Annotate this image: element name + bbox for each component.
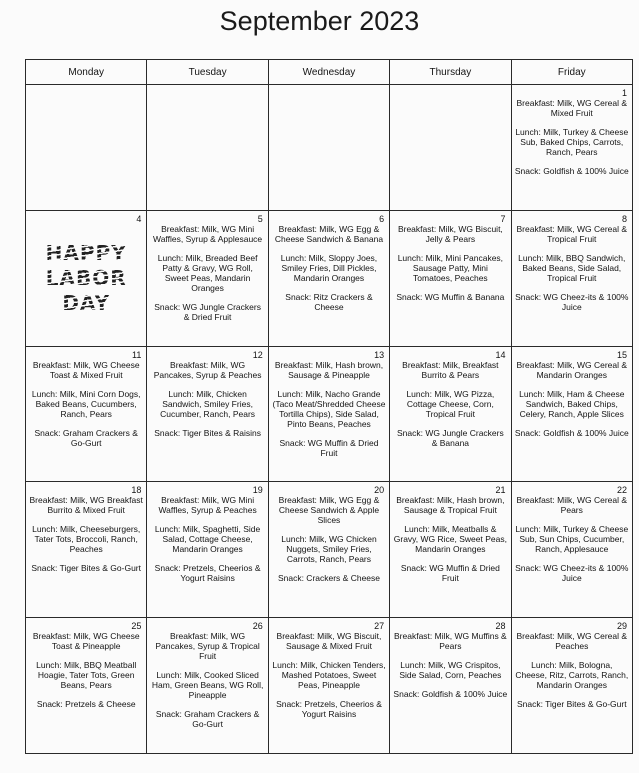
weekday-header: Friday <box>511 60 632 85</box>
snack-text: Snack: Goldfish & 100% Juice <box>514 166 629 176</box>
snack-text: Snack: Tiger Bites & Go-Gurt <box>516 699 627 710</box>
day-cell <box>511 482 632 618</box>
empty-day-cell <box>268 85 389 211</box>
breakfast-text: Breakfast: Milk, WG Biscuit, Jelly & Pears <box>397 223 503 244</box>
lunch-text: Lunch: Milk, Ham & Cheese Sandwich, Baked Chips, Celery, Ranch, Apple Slices <box>519 388 625 419</box>
breakfast-text: Breakfast: Milk, WG Egg & Cheese Sandwich & Apple Slices <box>278 495 380 526</box>
meal-list <box>269 211 389 314</box>
day-cell <box>147 346 268 482</box>
snack-text: Snack: WG Cheez-its & 100% Juice <box>515 291 629 312</box>
breakfast-text: Breakfast: Milk, WG Cheese Toast & Pineapple <box>32 631 140 652</box>
page-title: September 2023 <box>219 6 420 36</box>
meal-list <box>390 618 510 701</box>
snack-text: Snack: Crackers & Cheese <box>277 573 380 584</box>
day-cell <box>511 346 632 482</box>
day-cell <box>147 618 268 754</box>
breakfast-text: Breakfast: Milk, Hash brown, Sausage & Tropical Fruit <box>396 495 505 516</box>
day-number: 4 <box>136 213 142 224</box>
holiday-cell <box>26 210 147 346</box>
meal-list <box>390 211 510 304</box>
snack-text: Snack: WG Cheez-its & 100% Juice <box>515 563 629 584</box>
weekday-header: Monday <box>26 60 147 85</box>
breakfast-text: Breakfast: Milk, WG Cereal & Tropical Fruit <box>516 223 628 244</box>
empty-day-cell <box>390 85 511 211</box>
day-cell <box>26 346 147 482</box>
day-number: 12 <box>252 349 263 360</box>
lunch-text: Lunch: Milk, Nacho Grande (Taco Meat/Shredded Cheese Tortilla Chips), Side Salad, Pinto Beans, Peaches <box>272 388 386 429</box>
day-number: 25 <box>131 621 142 632</box>
snack-text: Snack: WG Muffin & Dried Fruit <box>279 437 379 458</box>
meal-list <box>26 347 146 450</box>
empty-day-cell <box>147 85 268 211</box>
snack-text: Snack: WG Jungle Crackers & Dried Fruit <box>154 301 261 322</box>
lunch-text: Lunch: Milk, Bologna, Cheese, Ritz, Carrots, Ranch, Mandarin Oranges <box>515 660 629 691</box>
day-number: 5 <box>257 213 263 224</box>
breakfast-text: Breakfast: Milk, WG Cereal & Mixed Fruit <box>516 98 628 118</box>
day-number: 28 <box>495 621 506 632</box>
lunch-text: Lunch: Milk, Cooked Sliced Ham, Green Beans, WG Roll, Pineapple <box>151 670 264 701</box>
breakfast-text: Breakfast: Milk, Hash brown, Sausage & Pineapple <box>274 359 384 380</box>
lunch-text: Lunch: Milk, Meatballs & Gravy, WG Rice, Sweet Peas, Mandarin Oranges <box>393 524 507 555</box>
lunch-text: Lunch: Milk, WG Chicken Nuggets, Smiley Fries, Carrots, Ranch, Pears <box>281 534 377 565</box>
day-cell <box>26 618 147 754</box>
breakfast-text: Breakfast: Milk, WG Biscuit, Sausage & Mixed Fruit <box>276 631 382 652</box>
day-cell <box>511 618 632 754</box>
lunch-text: Lunch: Milk, Mini Pancakes, Sausage Patty, Mini Tomatoes, Peaches <box>397 252 504 283</box>
meal-list <box>147 211 267 324</box>
day-number: 6 <box>379 213 385 224</box>
lunch-text: Lunch: Milk, Chicken Sandwich, Smiley Fries, Cucumber, Ranch, Pears <box>160 388 256 419</box>
day-cell <box>390 482 511 618</box>
breakfast-text: Breakfast: Milk, WG Cereal & Pears <box>516 495 628 516</box>
day-cell <box>147 210 268 346</box>
day-number: 7 <box>500 213 506 224</box>
breakfast-text: Breakfast: Milk, Breakfast Burrito & Pears <box>402 359 499 380</box>
day-number: 22 <box>616 485 627 496</box>
meal-list <box>512 482 632 585</box>
day-number: 13 <box>374 349 385 360</box>
snack-text: Snack: Goldfish & 100% Juice <box>514 427 629 438</box>
meal-list <box>269 482 389 585</box>
day-cell <box>268 346 389 482</box>
weekday-header-row <box>26 60 633 85</box>
meal-list <box>390 347 510 450</box>
lunch-text: Lunch: Milk, Turkey & Cheese Sub, Baked Chips, Carrots, Ranch, Pears <box>515 127 629 157</box>
snack-text: Snack: Ritz Crackers & Cheese <box>285 291 373 312</box>
day-number: 8 <box>621 213 627 224</box>
meal-list <box>147 482 267 585</box>
day-cell <box>511 85 632 211</box>
breakfast-text: Breakfast: Milk, WG Mini Waffles, Syrup & Peaches <box>158 495 257 516</box>
day-number: 26 <box>252 621 263 632</box>
day-cell <box>268 210 389 346</box>
holiday-text: HAPPY LABOR DAY <box>38 241 134 316</box>
breakfast-text: Breakfast: Milk, WG Pancakes, Syrup & Peaches <box>153 359 262 380</box>
week-row <box>26 346 633 482</box>
meal-list <box>390 482 510 585</box>
lunch-text: Lunch: Milk, Sloppy Joes, Smiley Fries, Dill Pickles, Mandarin Oranges <box>280 252 378 283</box>
weekday-header: Tuesday <box>147 60 268 85</box>
breakfast-text: Breakfast: Milk, WG Mini Waffles, Syrup & Applesauce <box>153 223 263 244</box>
snack-text: Snack: Tiger Bites & Go-Gurt <box>31 563 141 574</box>
meal-list <box>512 211 632 314</box>
lunch-text: Lunch: Milk, WG Crispitos, Side Salad, Corn, Peaches <box>399 660 502 681</box>
holiday-banner <box>26 211 146 346</box>
meal-list <box>26 618 146 711</box>
day-number: 1 <box>621 88 627 98</box>
meal-list <box>512 85 632 178</box>
breakfast-text: Breakfast: Milk, WG Pancakes, Syrup & Tropical Fruit <box>155 631 260 662</box>
meal-list <box>147 347 267 440</box>
snack-text: Snack: Pretzels, Cheerios & Yogurt Raisins <box>276 699 382 720</box>
day-number: 21 <box>495 485 506 496</box>
weekday-header: Thursday <box>390 60 511 85</box>
meal-list <box>269 347 389 460</box>
day-number: 11 <box>132 349 142 360</box>
day-number: 27 <box>374 621 385 632</box>
snack-text: Snack: WG Muffin & Dried Fruit <box>400 563 500 584</box>
snack-text: Snack: Pretzels, Cheerios & Yogurt Raisins <box>154 563 261 584</box>
breakfast-text: Breakfast: Milk, WG Cheese Toast & Mixed Fruit <box>32 359 140 380</box>
day-cell <box>147 482 268 618</box>
day-cell <box>511 210 632 346</box>
day-cell <box>390 346 511 482</box>
day-cell <box>390 210 511 346</box>
breakfast-text: Breakfast: Milk, WG Egg & Cheese Sandwich & Banana <box>274 223 384 244</box>
breakfast-text: Breakfast: Milk, WG Cereal & Mandarin Oranges <box>516 359 628 380</box>
snack-text: Snack: Tiger Bites & Raisins <box>154 427 261 438</box>
meal-list <box>269 618 389 721</box>
snack-text: Snack: WG Jungle Crackers & Banana <box>396 427 504 448</box>
lunch-text: Lunch: Milk, Breaded Beef Patty & Gravy, WG Roll, Sweet Peas, Mandarin Oranges <box>157 252 258 293</box>
lunch-text: Lunch: Milk, Turkey & Cheese Sub, Sun Chips, Cucumber, Ranch, Applesauce <box>515 524 629 555</box>
week-row <box>26 210 633 346</box>
snack-text: Snack: Graham Crackers & Go-Gurt <box>155 709 260 730</box>
meal-list <box>512 618 632 711</box>
day-number: 14 <box>495 349 506 360</box>
day-number: 18 <box>131 485 142 496</box>
breakfast-text: Breakfast: Milk, WG Breakfast Burrito & Mixed Fruit <box>29 495 143 516</box>
meal-list <box>147 618 267 731</box>
lunch-text: Lunch: Milk, Cheeseburgers, Tater Tots, Broccoli, Ranch, Peaches <box>32 524 141 555</box>
snack-text: Snack: WG Muffin & Banana <box>396 291 505 302</box>
lunch-text: Lunch: Milk, WG Pizza, Cottage Cheese, Corn, Tropical Fruit <box>406 388 495 419</box>
lunch-text: Lunch: Milk, Mini Corn Dogs, Baked Beans, Cucumbers, Ranch, Pears <box>31 388 141 419</box>
lunch-text: Lunch: Milk, BBQ Sandwich, Baked Beans, Side Salad, Tropical Fruit <box>518 252 626 283</box>
menu-calendar <box>25 59 633 754</box>
week-row <box>26 482 633 618</box>
snack-text: Snack: Goldfish & 100% Juice <box>393 689 508 700</box>
snack-text: Snack: Graham Crackers & Go-Gurt <box>34 427 138 448</box>
day-cell <box>268 482 389 618</box>
snack-text: Snack: Pretzels & Cheese <box>36 699 136 710</box>
day-cell <box>26 482 147 618</box>
day-cell <box>268 618 389 754</box>
week-row <box>26 618 633 754</box>
breakfast-text: Breakfast: Milk, WG Muffins & Pears <box>394 631 507 652</box>
lunch-text: Lunch: Milk, Spaghetti, Side Salad, Cottage Cheese, Mandarin Oranges <box>154 524 261 555</box>
lunch-text: Lunch: Milk, Chicken Tenders, Mashed Potatoes, Sweet Peas, Pineapple <box>272 660 386 691</box>
day-number: 20 <box>374 485 385 496</box>
weekday-header: Wednesday <box>268 60 389 85</box>
meal-list <box>512 347 632 440</box>
day-number: 15 <box>616 349 627 360</box>
day-cell <box>390 618 511 754</box>
breakfast-text: Breakfast: Milk, WG Cereal & Peaches <box>516 631 628 652</box>
empty-day-cell <box>26 85 147 211</box>
day-number: 29 <box>616 621 627 632</box>
day-number: 19 <box>252 485 263 496</box>
meal-list <box>26 482 146 575</box>
week-row <box>26 85 633 211</box>
lunch-text: Lunch: Milk, BBQ Meatball Hoagie, Tater Tots, Green Beans, Pears <box>36 660 137 691</box>
